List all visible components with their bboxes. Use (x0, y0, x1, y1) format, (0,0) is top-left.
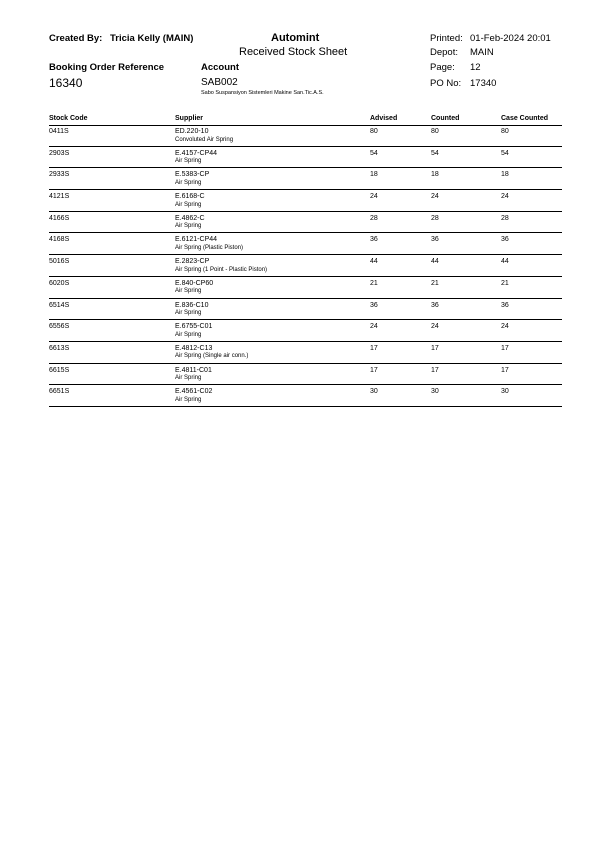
column-header-supplier: Supplier (175, 115, 204, 122)
booking-order-value: 16340 (49, 76, 83, 90)
table-row (49, 190, 562, 212)
advised-cell: 36 (370, 301, 378, 309)
item-description-cell: Air Spring (Single air conn.) (175, 353, 249, 360)
table-row (49, 320, 562, 342)
supplier-code-cell: E.5383-CP (175, 171, 210, 179)
stock-code-cell: 5016S (49, 258, 70, 266)
table-row (49, 342, 562, 364)
stock-code-cell: 4168S (49, 236, 70, 244)
stock-code-cell: 2933S (49, 171, 70, 179)
supplier-code-cell: E.6121-CP44 (175, 236, 218, 244)
item-description-cell: Air Spring (Plastic Piston) (175, 244, 244, 251)
item-description-cell: Air Spring (175, 288, 202, 295)
item-description-cell: Air Spring (175, 179, 202, 186)
table-row (49, 277, 562, 299)
advised-cell: 28 (370, 214, 378, 222)
advised-cell: 17 (370, 366, 378, 374)
counted-cell: 17 (431, 344, 439, 352)
account-name: Sabo Suspansiyon Sistemleri Makine San.Tic.A.S. (201, 90, 324, 96)
column-header-case-counted: Case Counted (501, 115, 549, 122)
case-counted-cell: 44 (501, 258, 509, 266)
stock-code-cell: 6514S (49, 301, 70, 309)
table-row (49, 233, 562, 255)
counted-cell: 36 (431, 236, 439, 244)
created-by-value: Tricia Kelly (MAIN) (110, 33, 194, 44)
counted-cell: 30 (431, 388, 439, 396)
supplier-code-cell: E.6168-C (175, 193, 205, 201)
account-label: Account (201, 62, 239, 73)
item-description-cell: Air Spring (175, 396, 202, 403)
stock-code-cell: 4121S (49, 193, 70, 201)
page-label: Page: (430, 62, 455, 73)
table-row (49, 255, 562, 277)
company-name: Automint (271, 32, 320, 44)
case-counted-cell: 21 (501, 279, 509, 287)
item-description-cell: Air Spring (1 Point - Plastic Piston) (175, 266, 268, 273)
table-row (49, 168, 562, 190)
advised-cell: 24 (370, 193, 378, 201)
case-counted-cell: 30 (501, 388, 509, 396)
column-header-stock-code: Stock Code (49, 115, 88, 122)
stock-code-cell: 6615S (49, 366, 70, 374)
advised-cell: 17 (370, 344, 378, 352)
table-row (49, 147, 562, 169)
counted-cell: 24 (431, 193, 439, 201)
printed-label: Printed: (430, 33, 463, 44)
supplier-code-cell: E.4811-C01 (175, 366, 212, 374)
counted-cell: 80 (431, 128, 439, 135)
table-row (49, 212, 562, 234)
case-counted-cell: 17 (501, 344, 509, 352)
po-number: 17340 (470, 78, 497, 89)
stock-code-cell: 2903S (49, 149, 70, 157)
supplier-code-cell: E.2823-CP (175, 258, 210, 266)
case-counted-cell: 54 (501, 149, 509, 157)
case-counted-cell: 80 (501, 128, 509, 135)
stock-code-cell: 4166S (49, 214, 70, 222)
supplier-code-cell: E.4157-CP44 (175, 149, 218, 157)
booking-order-label: Booking Order Reference (49, 62, 165, 73)
item-description-cell: Air Spring (175, 375, 202, 382)
item-description-cell: Convoluted Air Spring (175, 136, 234, 143)
advised-cell: 30 (370, 388, 378, 396)
case-counted-cell: 36 (501, 236, 509, 244)
counted-cell: 18 (431, 171, 439, 179)
supplier-code-cell: E.6755-C01 (175, 323, 213, 331)
counted-cell: 36 (431, 301, 439, 309)
case-counted-cell: 36 (501, 301, 509, 309)
advised-cell: 24 (370, 323, 378, 331)
page-number: 12 (470, 62, 481, 73)
advised-cell: 21 (370, 279, 378, 287)
advised-cell: 54 (370, 149, 378, 157)
stock-code-cell: 6613S (49, 344, 70, 352)
stock-code-cell: 6651S (49, 388, 70, 396)
item-description-cell: Air Spring (175, 223, 202, 230)
printed-value: 01-Feb-2024 20:01 (470, 33, 551, 44)
counted-cell: 17 (431, 366, 439, 374)
advised-cell: 80 (370, 128, 378, 135)
advised-cell: 36 (370, 236, 378, 244)
supplier-code-cell: E.836-C10 (175, 301, 209, 309)
document-title: Received Stock Sheet (239, 46, 348, 58)
case-counted-cell: 24 (501, 193, 509, 201)
counted-cell: 54 (431, 149, 439, 157)
item-description-cell: Air Spring (175, 310, 202, 316)
table-row (49, 125, 562, 147)
column-header-advised: Advised (370, 115, 398, 122)
account-code: SAB002 (201, 77, 238, 88)
table-row (49, 385, 562, 407)
item-description-cell: Air Spring (175, 201, 202, 208)
table-row (49, 299, 562, 321)
supplier-code-cell: E.4812-C13 (175, 344, 213, 352)
stock-code-cell: 0411S (49, 128, 69, 135)
supplier-code-cell: E.4862-C (175, 214, 205, 222)
counted-cell: 28 (431, 214, 439, 222)
counted-cell: 44 (431, 258, 439, 266)
advised-cell: 18 (370, 171, 378, 179)
counted-cell: 21 (431, 279, 439, 287)
advised-cell: 44 (370, 258, 378, 266)
case-counted-cell: 28 (501, 214, 509, 222)
supplier-code-cell: ED.220-10 (175, 128, 209, 135)
counted-cell: 24 (431, 323, 439, 331)
stock-table-body (49, 125, 562, 407)
item-description-cell: Air Spring (175, 158, 202, 165)
table-row (49, 364, 562, 386)
stock-code-cell: 6020S (49, 279, 70, 287)
supplier-code-cell: E.840-CP60 (175, 279, 214, 287)
depot-label: Depot: (430, 47, 458, 58)
item-description-cell: Air Spring (175, 331, 202, 338)
case-counted-cell: 24 (501, 323, 509, 331)
depot-value: MAIN (470, 47, 494, 58)
case-counted-cell: 18 (501, 171, 509, 179)
supplier-code-cell: E.4561-C02 (175, 388, 213, 396)
column-header-counted: Counted (431, 115, 460, 122)
po-label: PO No: (430, 78, 462, 89)
created-by-label: Created By: (49, 33, 103, 44)
stock-code-cell: 6556S (49, 323, 70, 331)
case-counted-cell: 17 (501, 366, 509, 374)
